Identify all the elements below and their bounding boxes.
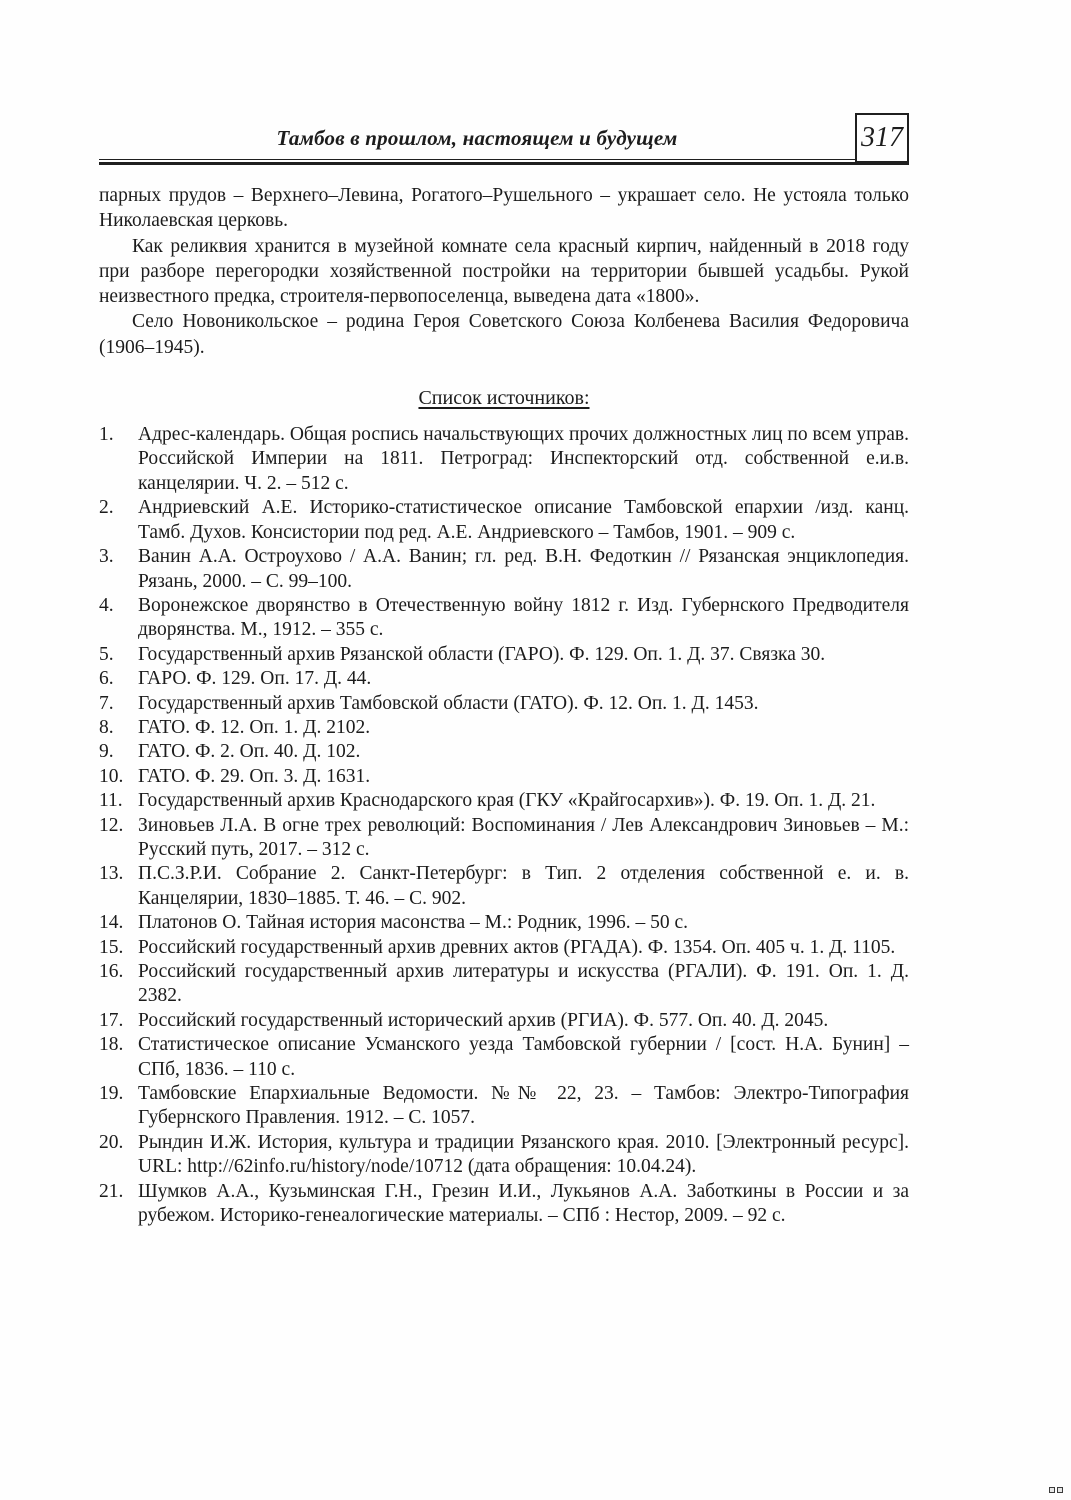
source-number: 3. bbox=[99, 546, 114, 568]
source-number: 20. bbox=[99, 1131, 124, 1153]
source-text: ГАРО. Ф. 129. Оп. 17. Д. 44. bbox=[138, 668, 372, 690]
source-number: 14. bbox=[99, 912, 124, 934]
source-number: 12. bbox=[99, 814, 124, 836]
source-number: 1. bbox=[99, 424, 114, 446]
source-item bbox=[99, 643, 909, 667]
source-number: 4. bbox=[99, 594, 114, 616]
source-number: 6. bbox=[99, 668, 114, 690]
source-number: 8. bbox=[99, 716, 114, 738]
source-item bbox=[99, 911, 909, 935]
source-text: П.С.З.Р.И. Собрание 2. Санкт-Петербург: в Тип. 2 отделения собственной е. и. в. Канцелярии, 1830–1885. Т. 46. – С. 902. bbox=[138, 863, 909, 909]
source-text: Государственный архив Тамбовской области (ГАТО). Ф. 12. Оп. 1. Д. 1453. bbox=[138, 692, 759, 714]
source-item bbox=[99, 667, 909, 691]
source-item bbox=[99, 765, 909, 789]
source-item bbox=[99, 740, 909, 764]
source-number: 21. bbox=[99, 1180, 124, 1202]
source-text: Шумков А.А., Кузьминская Г.Н., Грезин И.И., Лукьянов А.А. Заботкины в России и за рубежом. Историко-генеалогические материалы. – СПб : Нестор, 2009. – 92 с. bbox=[138, 1180, 909, 1227]
source-text: Ванин А.А. Остроухово / А.А. Ванин; гл. ред. В.Н. Федоткин // Рязанская энциклопедия. Рязань, 2000. – С. 99–100. bbox=[138, 546, 909, 592]
source-number: 13. bbox=[99, 863, 124, 885]
source-item bbox=[99, 1131, 909, 1180]
source-text: ГАТО. Ф. 29. Оп. 3. Д. 1631. bbox=[138, 765, 371, 787]
sources-heading: Список источников: bbox=[418, 387, 590, 410]
source-text: Государственный архив Краснодарского края (ГКУ «Крайгосархив»). Ф. 19. Оп. 1. Д. 21. bbox=[138, 790, 876, 812]
source-text: Платонов О. Тайная история масонства – М.: Родник, 1996. – 50 с. bbox=[138, 912, 688, 934]
source-number: 10. bbox=[99, 765, 124, 787]
source-number: 16. bbox=[99, 961, 124, 983]
source-number: 11. bbox=[99, 790, 123, 812]
source-item bbox=[99, 1082, 909, 1131]
source-text: Государственный архив Рязанской области (ГАРО). Ф. 129. Оп. 1. Д. 37. Связка 30. bbox=[138, 643, 826, 665]
running-title: Тамбов в прошлом, настоящем и будущем bbox=[276, 126, 678, 150]
source-number: 9. bbox=[99, 741, 114, 763]
page-content bbox=[99, 183, 909, 1228]
source-number: 17. bbox=[99, 1009, 124, 1031]
source-text: Российский государственный архив древних актов (РГАДА). Ф. 1354. Оп. 405 ч. 1. Д. 1105. bbox=[138, 936, 896, 958]
source-text: Воронежское дворянство в Отечественную войну 1812 г. Изд. Губернского Предводителя дворянства. М., 1912. – 355 с. bbox=[138, 594, 909, 641]
sources-list bbox=[99, 423, 909, 1228]
mark-square bbox=[1057, 1487, 1063, 1493]
source-number: 18. bbox=[99, 1034, 124, 1056]
source-text: Адрес-календарь. Общая роспись начальствующих прочих должностных лиц по всем управ. Российской Империи на 1811. Петроград: Инспекторский отд. собственной е.и.в. канцелярии. Ч. 2. – 512 с. bbox=[138, 424, 909, 494]
print-registration-mark bbox=[1049, 1487, 1063, 1493]
body-paragraph: Как реликвия хранится в музейной комнате села красный кирпич, найденный в 2018 году при разборе перегородки хозяйственной постройки на территории бывшей усадьбы. Рукой неизвестного предка, строителя-первопоселенца, выведена дата «1800». bbox=[99, 235, 909, 308]
body-paragraph: Село Новоникольское – родина Героя Советского Союза Колбенева Василия Федоровича (1906–1945). bbox=[99, 311, 909, 358]
source-number: 7. bbox=[99, 692, 114, 714]
source-item bbox=[99, 594, 909, 643]
source-number: 5. bbox=[99, 643, 114, 665]
source-item bbox=[99, 1180, 909, 1229]
source-text: ГАТО. Ф. 12. Оп. 1. Д. 2102. bbox=[138, 716, 371, 738]
source-text: Российский государственный архив литературы и искусства (РГАЛИ). Ф. 191. Оп. 1. Д. 2382. bbox=[138, 961, 909, 1007]
source-text: Статистическое описание Усманского уезда Тамбовской губернии / [сост. Н.А. Бунин] – СПб, 1836. – 110 с. bbox=[138, 1034, 909, 1080]
source-item bbox=[99, 1033, 909, 1082]
source-number: 2. bbox=[99, 497, 114, 519]
page-header bbox=[99, 110, 909, 165]
source-text: Зиновьев Л.А. В огне трех революций: Воспоминания / Лев Александрович Зиновьев – М.: Русский путь, 2017. – 312 с. bbox=[138, 814, 909, 860]
source-text: Рындин И.Ж. История, культура и традиции Рязанского края. 2010. [Электронный ресурс]. URL: http://62info.ru/history/node/10712 (дата обращения: 10.04.24). bbox=[138, 1131, 909, 1178]
source-item bbox=[99, 496, 909, 545]
source-item bbox=[99, 1009, 909, 1033]
body-paragraph: парных прудов – Верхнего–Левина, Рогатого–Рушельного – украшает село. Не устояла только Николаевская церковь. bbox=[99, 185, 909, 232]
source-item bbox=[99, 814, 909, 863]
source-item bbox=[99, 960, 909, 1009]
source-text: Российский государственный исторический архив (РГИА). Ф. 577. Оп. 40. Д. 2045. bbox=[138, 1009, 829, 1031]
source-text: Андриевский А.Е. Историко-статистическое описание Тамбовской епархии /изд. канц. Тамб. Духов. Консистории под ред. А.Е. Андриевского – Тамбов, 1901. – 909 с. bbox=[138, 497, 909, 543]
source-item bbox=[99, 423, 909, 496]
source-item bbox=[99, 862, 909, 911]
source-item bbox=[99, 789, 909, 813]
page-number: 317 bbox=[861, 122, 903, 153]
mark-square bbox=[1049, 1487, 1055, 1493]
page-number-box bbox=[855, 113, 909, 163]
source-number: 15. bbox=[99, 936, 124, 958]
source-number: 19. bbox=[99, 1083, 124, 1105]
source-item bbox=[99, 936, 909, 960]
source-text: Тамбовские Епархиальные Ведомости. №№ 22, 23. – Тамбов: Электро-Типография Губернского Правления. 1912. – С. 1057. bbox=[138, 1083, 909, 1129]
source-item bbox=[99, 545, 909, 594]
source-item bbox=[99, 692, 909, 716]
source-text: ГАТО. Ф. 2. Оп. 40. Д. 102. bbox=[138, 741, 361, 763]
source-item bbox=[99, 716, 909, 740]
header-rule bbox=[99, 159, 909, 165]
